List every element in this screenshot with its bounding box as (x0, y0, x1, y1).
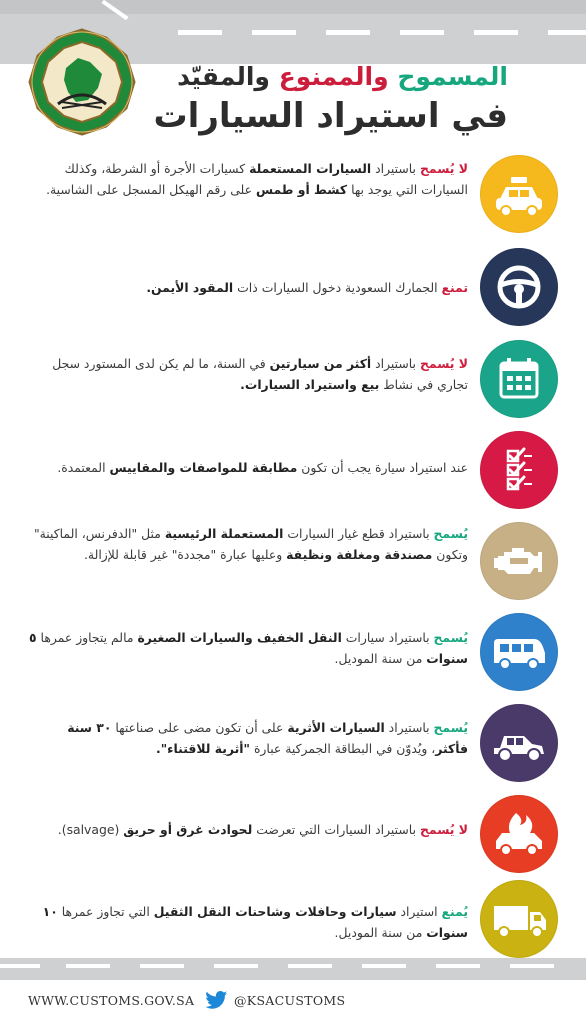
rule-text-used-cars: لا يُسمح باستيراد السيارات المستعملة كسيارات الأجرة أو الشرطة، وكذلك السيارات التي يوجد بها كشط أو طمس على رقم الهيكل المسجل على الشاسية. (46, 161, 468, 197)
calendar-icon (480, 340, 558, 418)
truck-icon (480, 880, 558, 958)
title-line-2: في استيراد السيارات (153, 96, 508, 136)
title-forbidden: الممنوع (278, 62, 374, 91)
customs-logo (28, 28, 136, 136)
steering-wheel-icon (480, 248, 558, 326)
van-icon (480, 613, 558, 691)
twitter-icon (206, 990, 228, 1010)
rule-text-salvage: لا يُسمح باستيراد السيارات التي تعرضت لحوادث غرق أو حريق (salvage). (57, 822, 468, 837)
rule-text-spare-parts: يُسمح باستيراد قطع غيار السيارات المستعملة الرئيسية مثل "الدفرنس، الماكينة" وتكون مصندقة ومغلفة ونظيفة وعليها عبارة "مجددة" غير قابلة للإزالة. (33, 526, 468, 562)
classic-car-icon (480, 704, 558, 782)
engine-icon (480, 522, 558, 600)
twitter-handle-link[interactable]: @KSACUSTOMS (234, 993, 346, 1008)
rule-text-classic-cars: يُسمح باستيراد السيارات الأثرية على أن تكون مضى على صناعتها ٣٠ سنة فأكثر، ويُدوّن في البطاقة الجمركية عبارة "أثرية للاقتناء". (67, 720, 468, 756)
title-allowed: المسموح (397, 62, 508, 91)
rule-text-right-hand-drive: تمنع الجمارك السعودية دخول السيارات ذات المقود الأيمن. (146, 280, 468, 295)
website-link[interactable]: WWW.CUSTOMS.GOV.SA (28, 993, 195, 1008)
burning-car-icon (480, 795, 558, 873)
title-line-1 (177, 62, 508, 91)
title-restricted: والمقيّد (177, 62, 270, 91)
rule-text-specifications: عند استيراد سيارة يجب أن تكون مطابقة للمواصفات والمقاييس المعتمدة. (57, 460, 468, 475)
rule-text-heavy-vehicles: يُمنع استيراد سيارات وحافلات وشاحنات النقل الثقيل التي تجاوز عمرها ١٠ سنوات من سنة الموديل. (42, 904, 468, 940)
rule-text-two-cars-per-year: لا يُسمح باستيراد أكثر من سيارتين في السنة، ما لم يكن لدى المستورد سجل تجاري في نشاط بيع واستيراد السيارات. (52, 356, 468, 392)
bottom-road-banner (0, 958, 586, 1024)
checklist-icon (480, 431, 558, 509)
title-and: و (373, 62, 389, 91)
taxi-icon (480, 155, 558, 233)
rule-text-light-vehicles: يُسمح باستيراد سيارات النقل الخفيف والسيارات الصغيرة مالم يتجاوز عمرها ٥ سنوات من سنة الموديل. (29, 630, 468, 666)
